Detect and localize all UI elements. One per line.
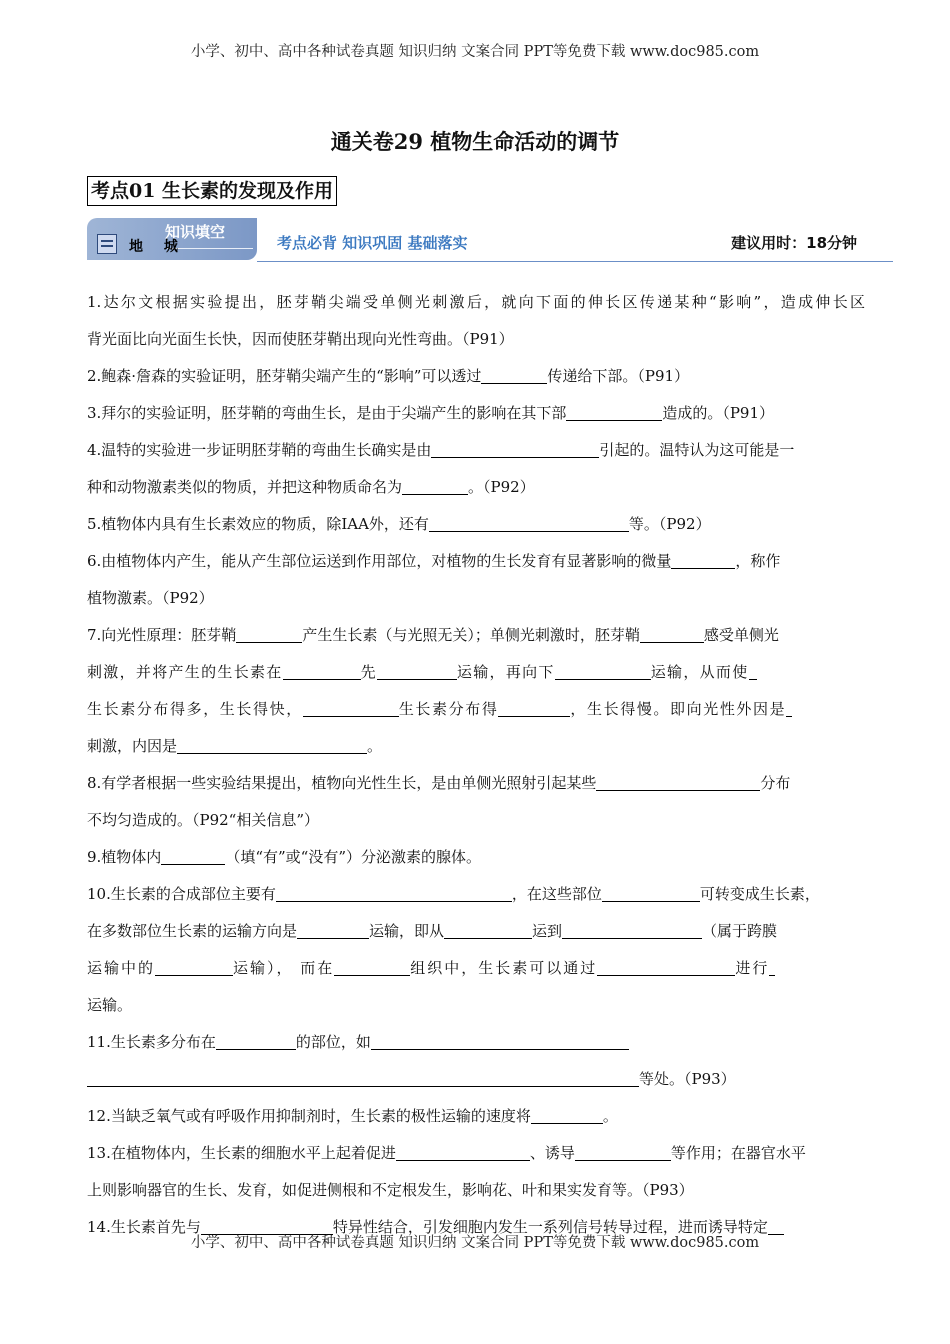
question-7-line-2: 刺激，并将产生的生长素在 先 运输，再向下 运输，从而使 xyxy=(87,654,865,691)
banner-tab-sub: 地 城 xyxy=(129,239,186,255)
blank[interactable] xyxy=(531,1109,603,1124)
question-8-line-1: 8.有学者根据一些实验结果提出，植物向光性生长，是由单侧光照射引起某些 分布 xyxy=(87,774,791,792)
blank[interactable] xyxy=(786,702,792,717)
blank[interactable] xyxy=(371,1035,629,1050)
page-footer: 小学、初中、高中各种试卷真题 知识归纳 文案合同 PPT等免费下载 www.doc985.com xyxy=(190,1235,760,1251)
question-1-line-1: 1.达尔文根据实验提出，胚芽鞘尖端受单侧光刺激后，就向下面的伸长区传递某种“影响”，造成伸长区 xyxy=(87,293,865,311)
blank[interactable] xyxy=(297,924,369,939)
blank[interactable] xyxy=(481,369,547,384)
blank[interactable] xyxy=(640,628,704,643)
blank[interactable] xyxy=(562,924,702,939)
page-header: 小学、初中、高中各种试卷真题 知识归纳 文案合同 PPT等免费下载 www.doc985.com xyxy=(190,44,760,60)
blank[interactable] xyxy=(87,1072,639,1087)
banner-tab-label: 知识填空 xyxy=(165,223,226,241)
blank[interactable] xyxy=(283,665,361,680)
blank[interactable] xyxy=(402,480,468,495)
blank[interactable] xyxy=(429,517,629,532)
question-14-line-1: 14.生长素首先与 特异性结合，引发细胞内发生一系列信号转导过程，进而诱导特定 xyxy=(87,1209,865,1246)
blank[interactable] xyxy=(177,739,367,754)
question-6-line-2: 植物激素。（P92） xyxy=(87,589,214,607)
question-1-line-2: 背光面比向光面生长快，因而使胚芽鞘出现向光性弯曲。（P91） xyxy=(87,330,514,348)
blank[interactable] xyxy=(575,1146,671,1161)
banner-tab xyxy=(87,218,257,260)
blank[interactable] xyxy=(444,924,532,939)
blank[interactable] xyxy=(161,850,225,865)
question-10-line-2: 在多数部位生长素的运输方向是 运输，即从 运到 （属于跨膜 xyxy=(87,922,778,940)
question-5: 5.植物体内具有生长素效应的物质，除IAA外，还有 等。（P92） xyxy=(87,515,711,533)
section-banner xyxy=(87,216,893,262)
question-13-line-1: 13.在植物体内，生长素的细胞水平上起着促进 、诱导 等作用；在器官水平 xyxy=(87,1144,806,1162)
blank[interactable] xyxy=(155,961,233,976)
question-list xyxy=(87,284,865,1246)
question-9: 9.植物体内 （填“有”或“没有”）分泌激素的腺体。 xyxy=(87,848,481,866)
question-3: 3.拜尔的实验证明，胚芽鞘的弯曲生长，是由于尖端产生的影响在其下部 造成的。（P91） xyxy=(87,404,775,422)
banner-rule xyxy=(257,261,893,262)
blank[interactable] xyxy=(498,702,570,717)
question-4-line-1: 4.温特的实验进一步证明胚芽鞘的弯曲生长确实是由 引起的。温特认为这可能是一 xyxy=(87,441,795,459)
question-4-line-2: 种和动物激素类似的物质，并把这种物质命名为 。（P92） xyxy=(87,478,535,496)
blank[interactable] xyxy=(236,628,302,643)
question-10-line-1: 10.生长素的合成部位主要有 ，在这些部位 可转变成生长素， xyxy=(87,885,820,903)
section-heading: 考点01 生长素的发现及作用 xyxy=(87,176,337,206)
blank[interactable] xyxy=(671,554,735,569)
question-13-line-2: 上则影响器官的生长、发育，如促进侧根和不定根发生，影响花、叶和果实发育等。（P93） xyxy=(87,1181,694,1199)
blank[interactable] xyxy=(334,961,410,976)
question-12: 12.当缺乏氧气或有呼吸作用抑制剂时，生长素的极性运输的速度将 。 xyxy=(87,1107,618,1125)
blank[interactable] xyxy=(396,1146,530,1161)
blank[interactable] xyxy=(597,961,735,976)
question-10-line-3: 运输中的 运输）， 而在 组织中，生长素可以通过 进行 xyxy=(87,950,865,987)
blank[interactable] xyxy=(377,665,457,680)
blank[interactable] xyxy=(216,1035,296,1050)
question-11-line-2: 等处。（P93） xyxy=(87,1061,865,1098)
blank[interactable] xyxy=(276,887,512,902)
blank[interactable] xyxy=(303,702,399,717)
question-7-line-1: 7.向光性原理：胚芽鞘 产生生长素（与光照无关）；单侧光刺激时，胚芽鞘 感受单侧光 xyxy=(87,626,779,644)
question-10-line-4: 运输。 xyxy=(87,996,133,1014)
question-7-line-3: 生长素分布得多，生长得快， 生长素分布得 ，生长得慢。即向光性外因是 xyxy=(87,691,865,728)
question-11-line-1: 11.生长素多分布在 的部位，如 xyxy=(87,1024,865,1061)
blank[interactable] xyxy=(602,887,700,902)
blank[interactable] xyxy=(769,961,775,976)
question-2: 2.鲍森·詹森的实验证明，胚芽鞘尖端产生的“影响”可以透过 传递给下部。（P91） xyxy=(87,367,690,385)
document-icon xyxy=(97,234,117,254)
blank[interactable] xyxy=(555,665,651,680)
question-8-line-2: 不均匀造成的。（P92“相关信息”） xyxy=(87,811,320,829)
blank[interactable] xyxy=(431,443,599,458)
time-hint: 建议用时：18分钟 xyxy=(731,234,857,252)
question-6-line-1: 6.由植物体内产生，能从产生部位运送到作用部位，对植物的生长发育有显著影响的微量 ，称作 xyxy=(87,552,781,570)
blank[interactable] xyxy=(566,406,662,421)
blank[interactable] xyxy=(596,776,760,791)
question-7-line-4: 刺激，内因是 。 xyxy=(87,737,383,755)
blank[interactable] xyxy=(749,665,757,680)
page-title: 通关卷29 植物生命活动的调节 xyxy=(330,129,620,154)
banner-slogan: 考点必背 知识巩固 基础落实 xyxy=(277,234,468,252)
